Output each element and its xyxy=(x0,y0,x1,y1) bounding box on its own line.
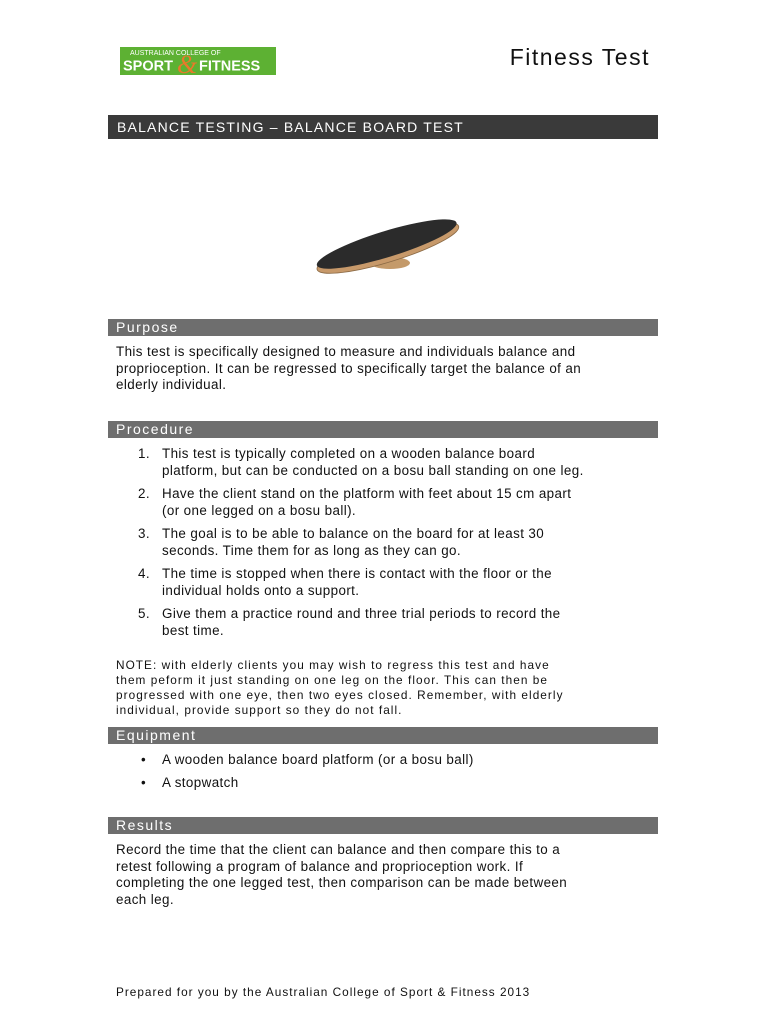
note-line: progressed with one eye, then two eyes closed. Remember, with elderly xyxy=(116,688,564,702)
step-line: (or one legged on a bosu ball). xyxy=(162,502,357,518)
purpose-line: This test is specifically designed to measure and individuals balance and xyxy=(116,344,576,359)
results-line: retest following a program of balance and proprioception work. If xyxy=(116,858,524,874)
results-heading: Results xyxy=(116,817,174,833)
purpose-heading-bar xyxy=(108,319,658,336)
results-text xyxy=(116,842,646,908)
procedure-heading: Procedure xyxy=(116,421,195,437)
step-line: This test is typically completed on a wooden balance board xyxy=(162,446,536,461)
equipment-list xyxy=(135,752,655,798)
step-line: Give them a practice round and three trial periods to record the xyxy=(162,606,561,621)
purpose-line: elderly individual. xyxy=(116,377,227,392)
procedure-note xyxy=(116,658,644,718)
step-line: Have the client stand on the platform with feet about 15 cm apart xyxy=(162,486,572,501)
results-heading-bar xyxy=(108,817,658,834)
procedure-step xyxy=(135,446,655,479)
purpose-heading: Purpose xyxy=(116,319,179,335)
step-line: platform, but can be conducted on a bosu ball standing on one leg. xyxy=(162,462,584,478)
step-number: 4. xyxy=(138,566,150,581)
footer-text: Prepared for you by the Australian College of Sport & Fitness 2013 xyxy=(116,985,531,999)
equipment-item xyxy=(135,775,655,792)
balance-board-image xyxy=(312,205,462,285)
note-line: individual, provide support so they do not fall. xyxy=(116,703,403,717)
procedure-step xyxy=(135,486,655,519)
procedure-step xyxy=(135,526,655,559)
results-line: completing the one legged test, then comparison can be made between xyxy=(116,875,568,890)
equipment-heading: Equipment xyxy=(116,727,197,743)
procedure-steps xyxy=(135,446,655,646)
step-line: best time. xyxy=(162,622,225,638)
purpose-line: proprioception. It can be regressed to specifically target the balance of an xyxy=(116,360,582,376)
logo-line1: AUSTRALIAN COLLEGE OF xyxy=(130,50,221,57)
results-line: Record the time that the client can balance and then compare this to a xyxy=(116,842,561,857)
equipment-item-text: A stopwatch xyxy=(162,775,239,790)
step-number: 5. xyxy=(138,606,150,621)
test-title: BALANCE TESTING – BALANCE BOARD TEST xyxy=(117,119,464,135)
bullet-icon: • xyxy=(141,775,147,790)
note-line: NOTE: with elderly clients you may wish to regress this test and have xyxy=(116,658,550,672)
step-number: 2. xyxy=(138,486,150,501)
step-line: individual holds onto a support. xyxy=(162,582,360,598)
purpose-text xyxy=(116,344,646,394)
logo-ampersand: & xyxy=(177,50,198,75)
note-line: them peform it just standing on one leg on the floor. This can then be xyxy=(116,673,549,687)
equipment-heading-bar xyxy=(108,727,658,744)
procedure-heading-bar xyxy=(108,421,658,438)
procedure-step xyxy=(135,566,655,599)
step-line: seconds. Time them for as long as they can go. xyxy=(162,542,462,558)
document-title: Fitness Test xyxy=(509,44,650,70)
bullet-icon: • xyxy=(141,752,147,767)
equipment-item-text: A wooden balance board platform (or a bosu ball) xyxy=(162,752,474,767)
step-number: 1. xyxy=(138,446,150,461)
logo-fitness: FITNESS xyxy=(199,58,261,75)
step-number: 3. xyxy=(138,526,150,541)
results-line: each leg. xyxy=(116,891,174,907)
step-line: The time is stopped when there is contact with the floor or the xyxy=(162,566,552,581)
test-title-bar xyxy=(108,115,658,139)
equipment-item xyxy=(135,752,655,769)
step-line: The goal is to be able to balance on the board for at least 30 xyxy=(162,526,545,541)
college-logo xyxy=(120,47,276,75)
logo-sport: SPORT xyxy=(123,58,173,75)
procedure-step xyxy=(135,606,655,639)
